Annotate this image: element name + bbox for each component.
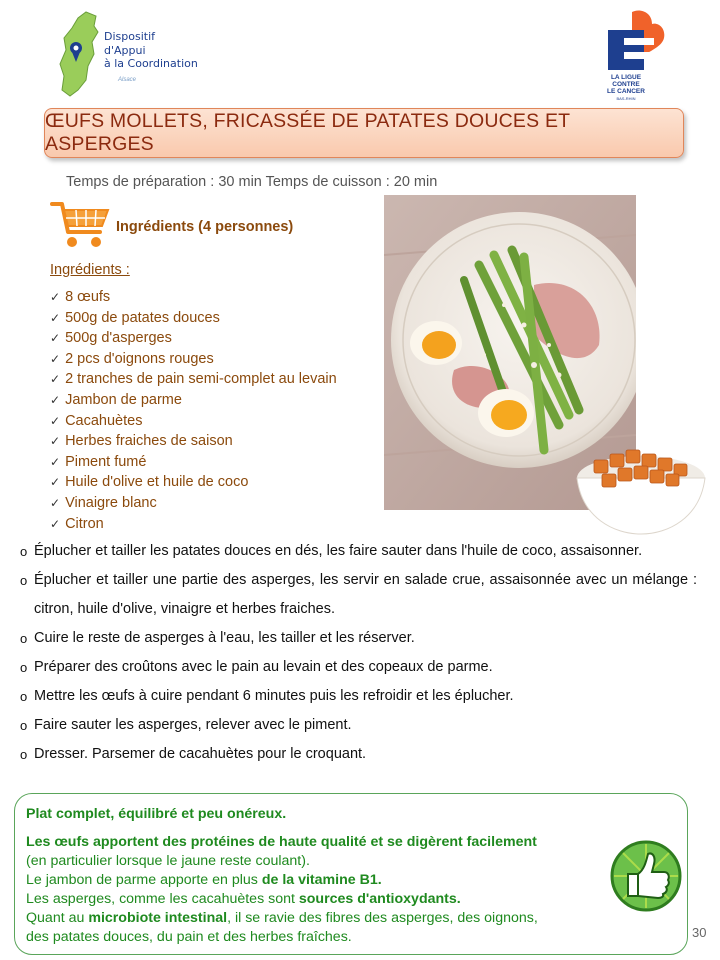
info-microbiote-bold: microbiote intestinal [88,910,228,926]
dac-logo-subtitle: Alsace [118,77,137,83]
circle-bullet-icon: o [20,631,28,646]
ingredient-label: Huile d'olive et huile de coco [65,474,249,491]
info-asparagus-bold: sources d'antioxydants. [298,891,461,907]
ingredient-label: Cacahuètes [65,412,143,429]
instruction-step [20,624,697,653]
instruction-step [20,537,697,566]
dac-line: à la Coordination [104,57,198,70]
dac-logo-text [104,30,198,71]
ligue-logo-subtitle: BAS-RHIN [616,96,636,101]
ingredient-list [50,287,337,534]
info-microbiote-pre: Quant au [26,910,89,926]
ingredient-item [50,328,337,349]
ingredient-item [50,452,337,473]
ingredient-item [50,369,337,390]
info-ham-bold: de la vitamine B1. [261,872,382,888]
instruction-text: Dresser. Parsemer de cacahuètes pour le croquant. [34,746,367,762]
checkmark-icon: ✓ [50,351,61,366]
page-number: 30 [692,925,707,940]
circle-bullet-icon: o [20,747,28,762]
instruction-list [20,537,697,769]
checkmark-icon: ✓ [50,495,61,510]
info-eggs-bold: Les œufs apportent des protéines de haute qualité et se digèrent facilement [26,834,537,850]
ingredient-label: 500g de patates douces [65,309,220,326]
checkmark-icon: ✓ [50,310,61,325]
instruction-text: Cuire le reste de asperges à l'eau, les tailler et les réserver. [34,630,415,646]
circle-bullet-icon: o [20,660,28,675]
ligue-contre-le-cancer-logo [600,10,670,100]
ingredient-label: Herbes fraiches de saison [65,433,233,450]
ingredient-label: 2 pcs d'oignons rouges [65,350,214,367]
checkmark-icon: ✓ [50,392,61,407]
instruction-text: Préparer des croûtons avec le pain au levain et des copeaux de parme. [34,659,493,675]
ligue-line: LE CANCER [607,88,645,95]
info-eggs-rest: (en particulier lorsque le jaune reste coulant). [26,853,310,869]
instruction-step [20,653,697,682]
instruction-step [20,566,697,624]
ingredient-item [50,411,337,432]
circle-bullet-icon: o [20,689,28,704]
ingredient-label: Citron [65,515,104,532]
ingredient-label: 500g d'asperges [65,330,172,347]
ligue-line: CONTRE [612,81,640,88]
ingredient-item [50,493,337,514]
circle-bullet-icon: o [20,544,28,559]
checkmark-icon: ✓ [50,516,61,531]
info-paragraph-eggs [26,833,636,947]
sweet-potato-bowl-image [574,440,708,536]
info-fibres-text: des patates douces, du pain et des herbes fraîches. [26,929,352,945]
recipe-title: ŒUFS MOLLETS, FRICASSÉE DE PATATES DOUCES ET ASPERGES [45,110,570,155]
shopping-cart-icon [50,198,112,250]
circle-bullet-icon: o [20,573,28,588]
info-headline [26,805,636,824]
alsace-map-icon [52,10,112,100]
checkmark-icon: ✓ [50,413,61,428]
instruction-text: Éplucher et tailler les patates douces en dés, les faire sauter dans l'huile de coco, assaisonner. [34,543,643,559]
ingredient-label: 8 œufs [65,289,111,305]
ingredient-item [50,287,337,308]
checkmark-icon: ✓ [50,434,61,449]
ingredients-heading: Ingrédients (4 personnes) [116,219,294,235]
info-asparagus-text: Les asperges, comme les cacahuètes sont [26,891,299,907]
checkmark-icon: ✓ [50,331,61,346]
checkmark-icon: ✓ [50,475,61,490]
dac-line: Dispositif [104,30,155,43]
ingredient-label: 2 tranches de pain semi-complet au levain [65,371,337,388]
info-ham-text: Le jambon de parme apporte en plus [26,872,262,888]
dac-line: d'Appui [104,43,146,57]
checkmark-icon: ✓ [50,290,61,304]
ligue-logo-text [602,74,650,95]
info-headline-text: Plat complet, équilibré et peu onéreux. [26,806,287,822]
ingredient-item [50,308,337,329]
thumbs-up-icon [610,840,682,912]
circle-bullet-icon: o [20,718,28,733]
ingredient-label: Vinaigre blanc [65,494,157,511]
info-microbiote-rest: , il se ravie des fibres des asperges, des oignons, [227,910,538,926]
instruction-text: Faire sauter les asperges, relever avec le piment. [34,717,352,733]
instruction-text: Mettre les œufs à cuire pendant 6 minutes puis les refroidir et les éplucher. [34,688,514,704]
ingredient-item [50,390,337,411]
dac-logo [52,10,202,100]
checkmark-icon: ✓ [50,454,61,469]
ingredient-label: Piment fumé [65,453,147,470]
preparation-times: Temps de préparation : 30 min Temps de cuisson : 20 min [66,174,438,190]
instruction-text: Éplucher et tailler une partie des asperges, les servir en salade crue, assaisonnée avec un mélange : citron, huile d'olive, vinaigre et herbes fraiches. [34,572,697,617]
instruction-step [20,711,697,740]
instruction-step [20,682,697,711]
ingredients-subheading: Ingrédients : [50,262,130,278]
ingredient-item [50,349,337,370]
instruction-step [20,740,697,769]
ingredient-label: Jambon de parme [65,391,182,408]
ligue-logo-icon [600,10,670,72]
checkmark-icon: ✓ [50,372,61,387]
ingredient-item [50,472,337,493]
ingredient-item [50,514,337,535]
ingredient-item [50,431,337,452]
title-banner [44,108,684,158]
ligue-line: LA LIGUE [610,74,642,81]
